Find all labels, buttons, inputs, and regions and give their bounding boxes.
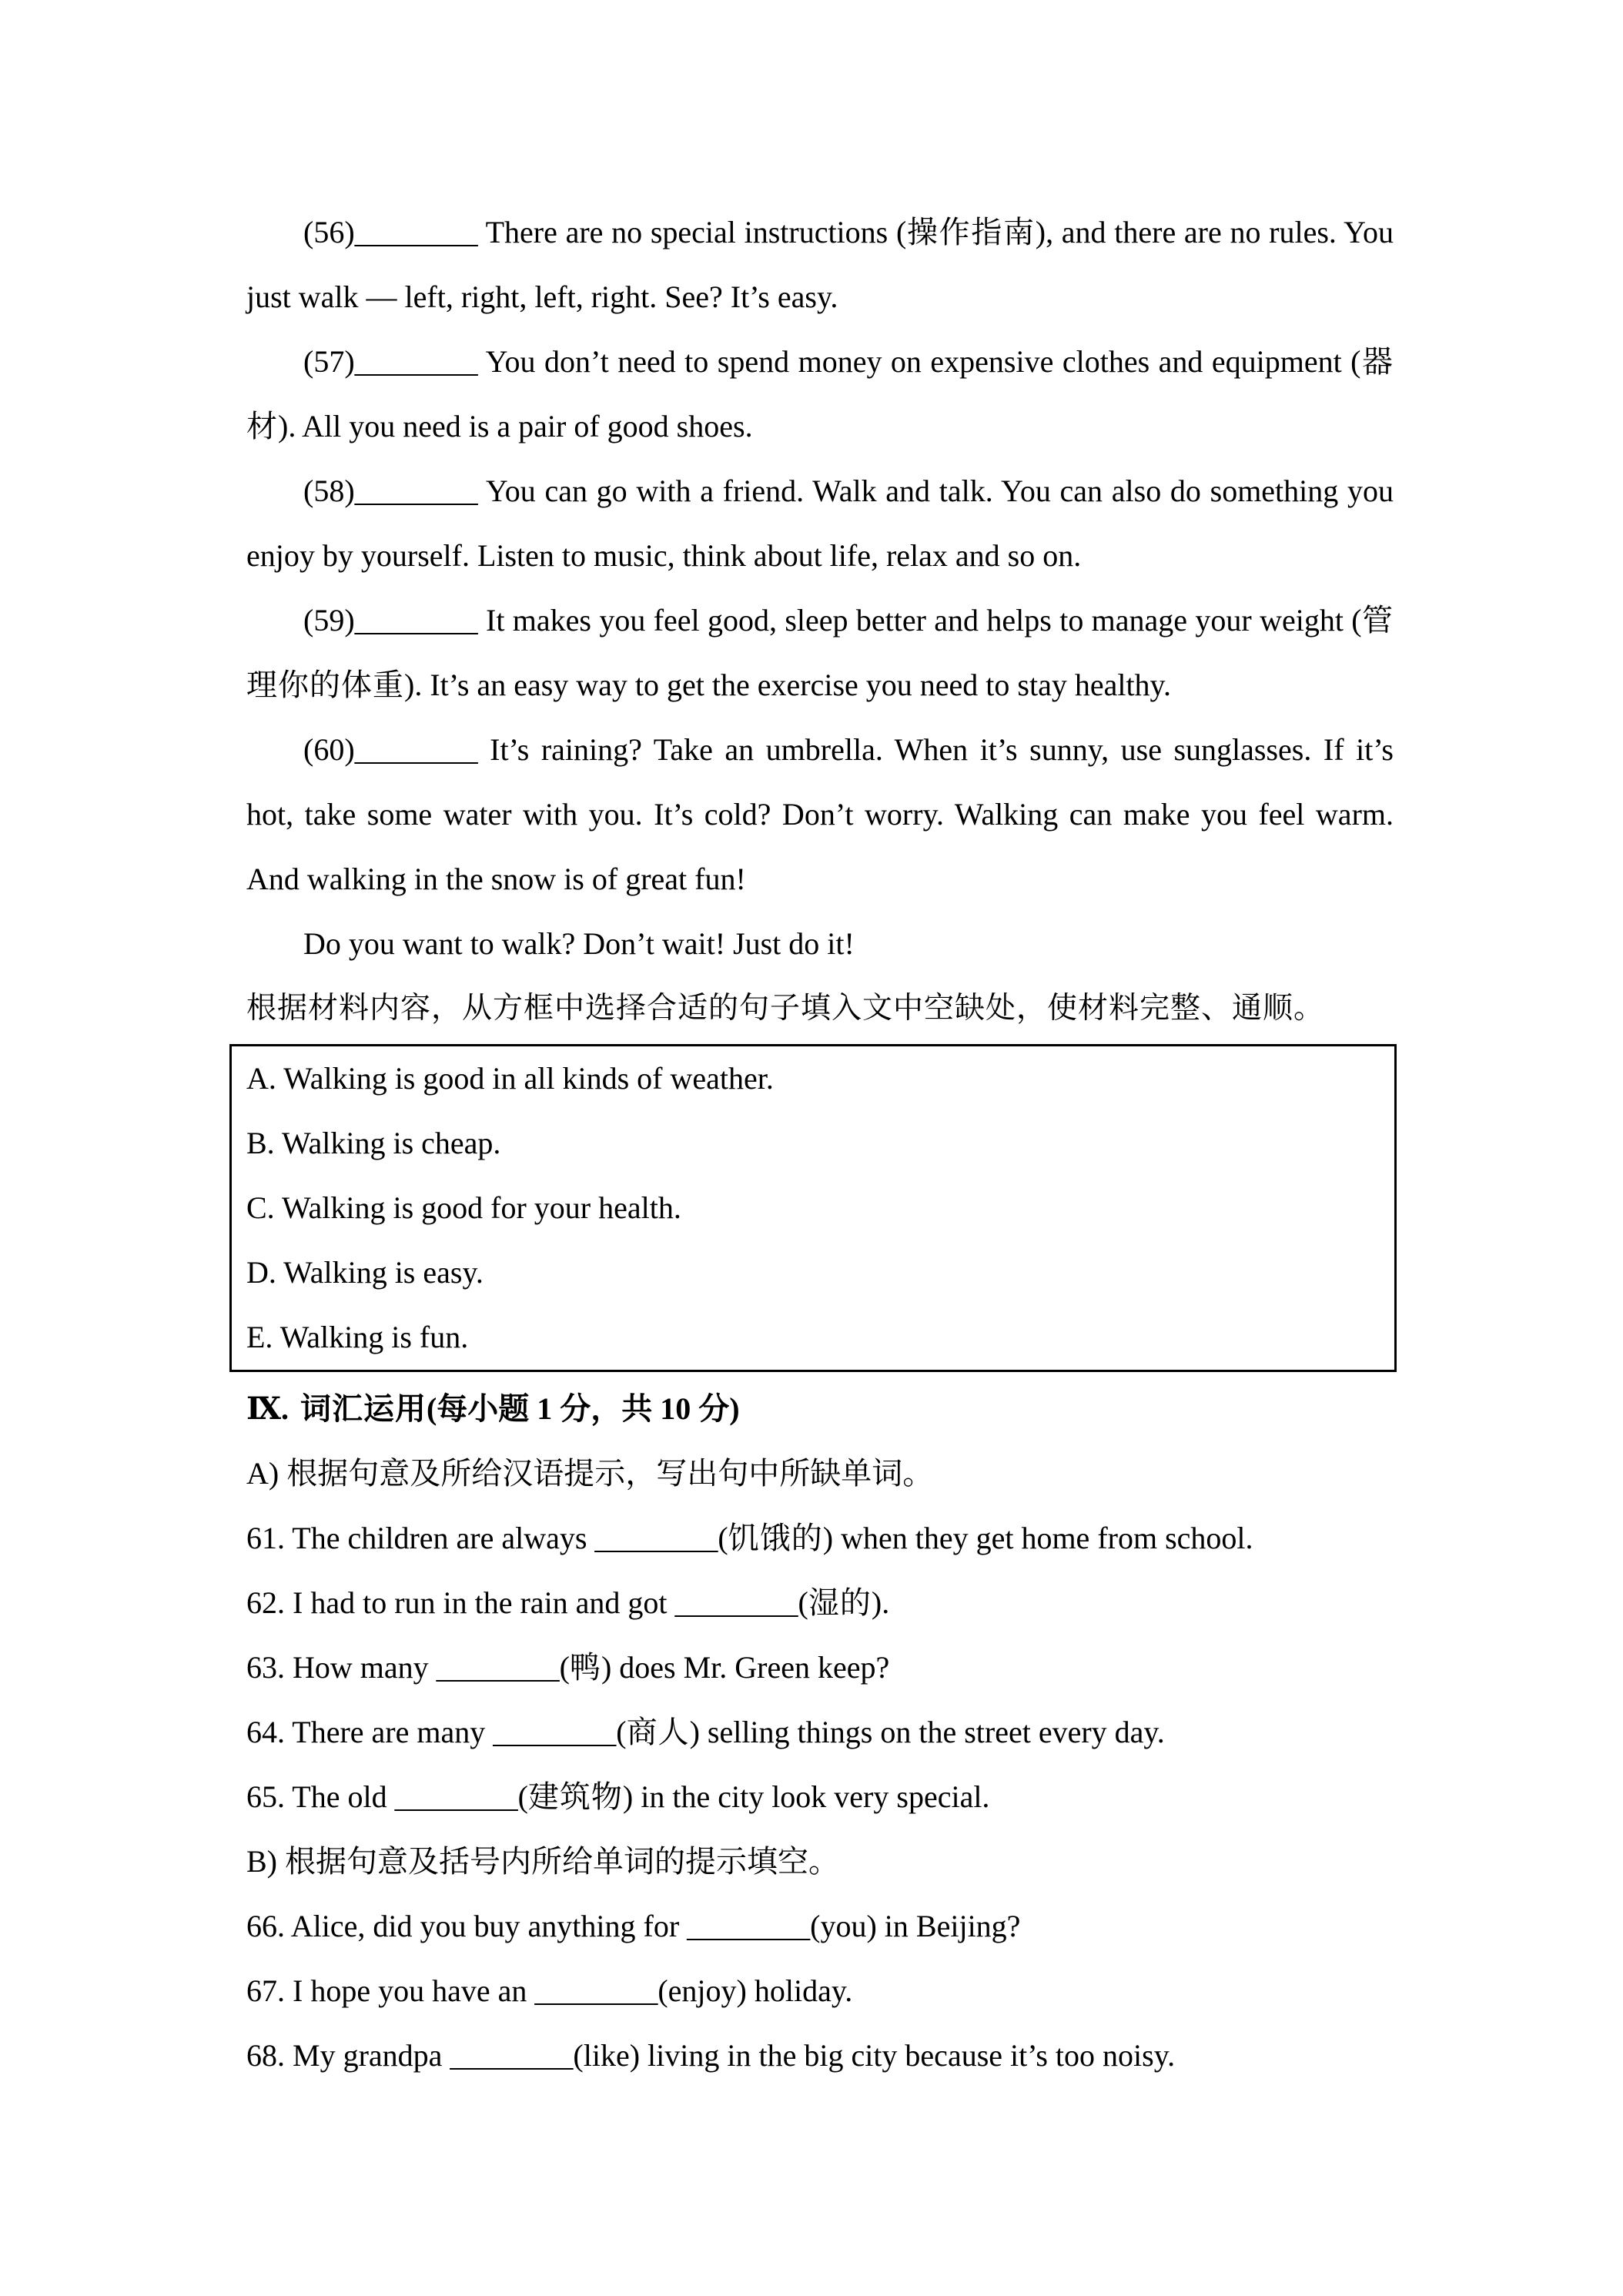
part-a-title: A) 根据句意及所给汉语提示，写出句中所缺单词。 [246,1456,934,1491]
option-b: B. Walking is cheap. [246,1126,501,1160]
passage-paragraph-56: (56)________ There are no special instructions (操作指南), and there are no rules. You just walk — left, right, left, right. See? It’s easy. [246,215,1394,314]
passage-paragraph-58: (58)________ You can go with a friend. Walk and talk. You can also do something you enjoy by yourself. Listen to music, think about life, relax and so on. [246,474,1394,573]
exam-page [246,200,1394,2088]
blank-59: (59)________ [303,603,478,638]
question-62: 62. I had to run in the rain and got ________(湿的). [246,1585,890,1621]
question-66: 66. Alice, did you buy anything for ________(you) in Beijing? [246,1909,1021,1943]
blank-58: (58)________ [303,474,478,508]
passage-paragraph-57: (57)________ You don’t need to spend money on expensive clothes and equipment (器材). All you need is a pair of good shoes. [246,344,1394,444]
passage-paragraph-59: (59)________ It makes you feel good, sleep better and helps to manage your weight (管理你的体重). It’s an easy way to get the exercise you need to stay healthy. [246,603,1394,703]
task-instruction: 根据材料内容，从方框中选择合适的句子填入文中空缺处，使材料完整、通顺。 [246,991,1325,1026]
blank-57: (57)________ [303,344,478,379]
question-64: 64. There are many ________(商人) selling things on the street every day. [246,1715,1165,1750]
question-65: 65. The old ________(建筑物) in the city look very special. [246,1779,990,1815]
option-d: D. Walking is easy. [246,1255,484,1290]
option-e: E. Walking is fun. [246,1320,469,1354]
blank-60: (60)________ [303,732,478,767]
passage-closing: Do you want to walk? Don’t wait! Just do it! [303,926,855,961]
options-box [229,1044,1397,1372]
question-61: 61. The children are always ________(饥饿的) when they get home from school. [246,1521,1253,1556]
option-c: C. Walking is good for your health. [246,1190,681,1225]
section-heading: Ⅸ. 词汇运用(每小题 1 分，共 10 分) [246,1391,740,1427]
option-a: A. Walking is good in all kinds of weather. [246,1061,774,1096]
part-b-title: B) 根据句意及括号内所给单词的提示填空。 [246,1844,839,1879]
question-67: 67. I hope you have an ________(enjoy) holiday. [246,1973,853,2008]
question-63: 63. How many ________(鸭) does Mr. Green keep? [246,1650,890,1685]
passage-paragraph-60: (60)________ It’s raining? Take an umbrella. When it’s sunny, use sunglasses. If it’s hot, take some water with you. It’s cold? Don’t worry. Walking can make you feel warm. And walking in the snow is of great fun! [246,732,1394,896]
blank-56: (56)________ [303,215,478,249]
question-68: 68. My grandpa ________(like) living in the big city because it’s too noisy. [246,2038,1176,2073]
